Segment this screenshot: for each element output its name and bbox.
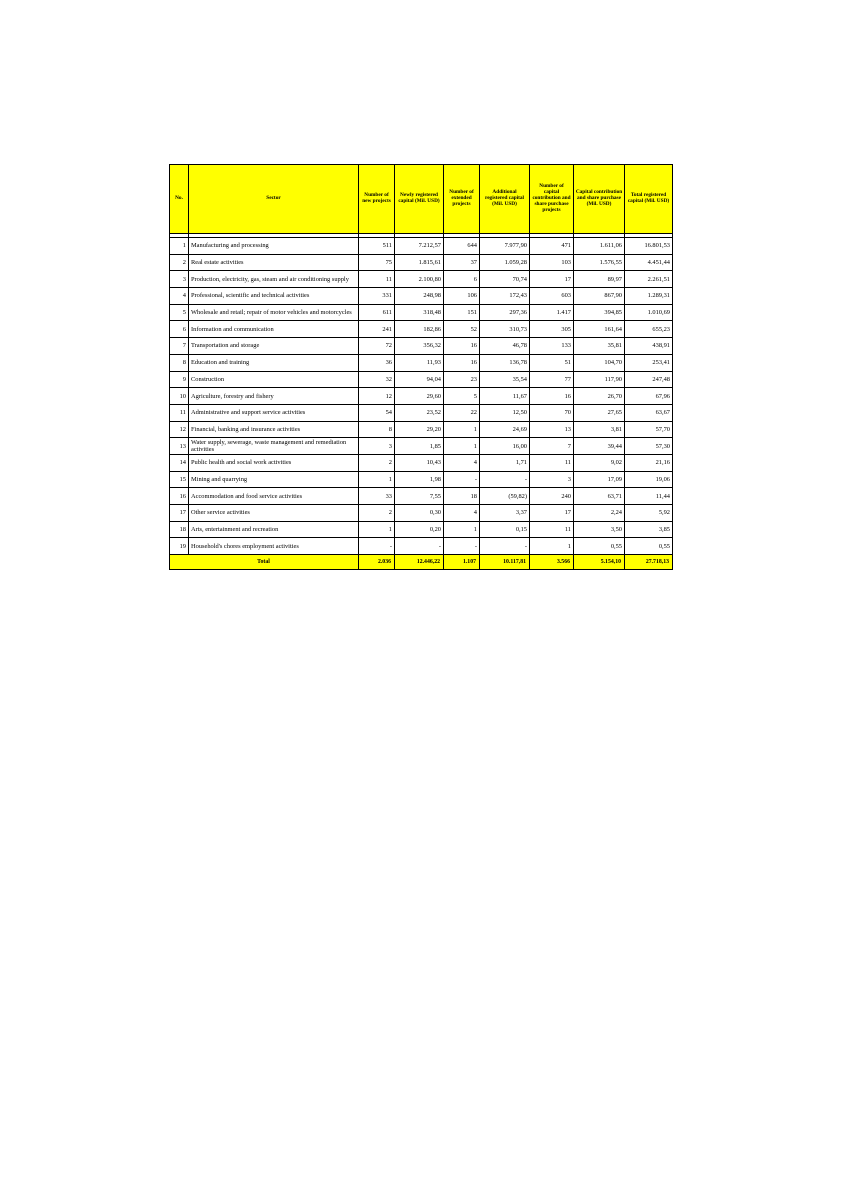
table-row <box>170 271 673 288</box>
cell-extended-projects: 16 <box>444 338 480 355</box>
cell-newly-registered-capital: 2.100,80 <box>395 271 444 288</box>
cell-new-projects: 331 <box>359 288 395 305</box>
cell-newly-registered-capital: 0,20 <box>395 521 444 538</box>
cell-extended-projects: 5 <box>444 388 480 405</box>
cell-additional-capital: 136,78 <box>480 354 530 371</box>
cell-share-purchase-capital: 394,85 <box>574 304 625 321</box>
cell-sector: Agriculture, forestry and fishery <box>189 388 359 405</box>
cell-sector: Education and training <box>189 354 359 371</box>
total-label: Total <box>170 555 359 570</box>
cell-additional-capital: 12,50 <box>480 404 530 421</box>
cell-new-projects: 611 <box>359 304 395 321</box>
cell-newly-registered-capital: - <box>395 538 444 555</box>
cell-share-purchase-capital: 3,50 <box>574 521 625 538</box>
cell-sector: Transportation and storage <box>189 338 359 355</box>
table-row <box>170 488 673 505</box>
cell-total-capital: 21,16 <box>625 454 673 471</box>
cell-no: 7 <box>170 338 189 355</box>
cell-new-projects: 3 <box>359 438 395 455</box>
cell-share-purchase-projects: 17 <box>530 505 574 522</box>
table-header-row <box>170 165 673 234</box>
cell-share-purchase-capital: 39,44 <box>574 438 625 455</box>
cell-share-purchase-capital: 867,90 <box>574 288 625 305</box>
cell-total-capital: 1.289,31 <box>625 288 673 305</box>
cell-share-purchase-capital: 2,24 <box>574 505 625 522</box>
cell-extended-projects: 1 <box>444 438 480 455</box>
cell-sector: Administrative and support service activities <box>189 404 359 421</box>
cell-share-purchase-capital: 161,64 <box>574 321 625 338</box>
cell-new-projects: 2 <box>359 454 395 471</box>
cell-sector: Professional, scientific and technical activities <box>189 288 359 305</box>
cell-additional-capital: - <box>480 471 530 488</box>
header-newly-registered-capital: Newly registered capital (Mil. USD) <box>395 165 444 234</box>
cell-newly-registered-capital: 11,93 <box>395 354 444 371</box>
cell-no: 6 <box>170 321 189 338</box>
cell-total-capital: 438,91 <box>625 338 673 355</box>
cell-no: 3 <box>170 271 189 288</box>
cell-additional-capital: - <box>480 538 530 555</box>
cell-new-projects: 36 <box>359 354 395 371</box>
cell-new-projects: 54 <box>359 404 395 421</box>
cell-newly-registered-capital: 23,52 <box>395 404 444 421</box>
cell-sector: Manufacturing and processing <box>189 238 359 255</box>
cell-total-capital: 0,55 <box>625 538 673 555</box>
table-row <box>170 421 673 438</box>
cell-extended-projects: 1 <box>444 421 480 438</box>
cell-extended-projects: 1 <box>444 521 480 538</box>
total-extended-projects: 1.107 <box>444 555 480 570</box>
cell-newly-registered-capital: 7,55 <box>395 488 444 505</box>
cell-additional-capital: 70,74 <box>480 271 530 288</box>
cell-newly-registered-capital: 94,04 <box>395 371 444 388</box>
cell-share-purchase-projects: 240 <box>530 488 574 505</box>
table-row <box>170 254 673 271</box>
cell-share-purchase-projects: 11 <box>530 521 574 538</box>
table-row <box>170 538 673 555</box>
cell-share-purchase-projects: 1.417 <box>530 304 574 321</box>
table-row <box>170 354 673 371</box>
cell-additional-capital: 46,78 <box>480 338 530 355</box>
cell-extended-projects: 151 <box>444 304 480 321</box>
header-share-purchase-capital: Capital contribution and share purchase (Mil. USD) <box>574 165 625 234</box>
cell-total-capital: 16.801,53 <box>625 238 673 255</box>
cell-extended-projects: 22 <box>444 404 480 421</box>
cell-total-capital: 2.261,51 <box>625 271 673 288</box>
cell-newly-registered-capital: 0,30 <box>395 505 444 522</box>
cell-share-purchase-capital: 104,70 <box>574 354 625 371</box>
cell-newly-registered-capital: 1.815,61 <box>395 254 444 271</box>
cell-share-purchase-projects: 133 <box>530 338 574 355</box>
cell-new-projects: 12 <box>359 388 395 405</box>
total-new-projects: 2.036 <box>359 555 395 570</box>
table-row <box>170 304 673 321</box>
total-newly-registered-capital: 12.446,22 <box>395 555 444 570</box>
cell-no: 10 <box>170 388 189 405</box>
cell-new-projects: 1 <box>359 521 395 538</box>
cell-share-purchase-capital: 3,81 <box>574 421 625 438</box>
cell-share-purchase-projects: 1 <box>530 538 574 555</box>
cell-newly-registered-capital: 29,20 <box>395 421 444 438</box>
cell-additional-capital: 1.059,28 <box>480 254 530 271</box>
table-row <box>170 288 673 305</box>
table-row <box>170 454 673 471</box>
header-sector: Sector <box>189 165 359 234</box>
cell-no: 17 <box>170 505 189 522</box>
cell-no: 16 <box>170 488 189 505</box>
cell-extended-projects: - <box>444 471 480 488</box>
cell-extended-projects: 37 <box>444 254 480 271</box>
cell-share-purchase-projects: 13 <box>530 421 574 438</box>
cell-extended-projects: 4 <box>444 505 480 522</box>
cell-new-projects: 75 <box>359 254 395 271</box>
cell-additional-capital: 7.977,90 <box>480 238 530 255</box>
table-row <box>170 321 673 338</box>
cell-sector: Public health and social work activities <box>189 454 359 471</box>
cell-new-projects: 11 <box>359 271 395 288</box>
cell-share-purchase-capital: 0,55 <box>574 538 625 555</box>
cell-total-capital: 253,41 <box>625 354 673 371</box>
cell-total-capital: 655,23 <box>625 321 673 338</box>
cell-extended-projects: 4 <box>444 454 480 471</box>
cell-no: 5 <box>170 304 189 321</box>
cell-sector: Wholesale and retail; repair of motor vehicles and motorcycles <box>189 304 359 321</box>
total-additional-capital: 10.117,81 <box>480 555 530 570</box>
cell-share-purchase-projects: 3 <box>530 471 574 488</box>
cell-newly-registered-capital: 318,48 <box>395 304 444 321</box>
cell-new-projects: 32 <box>359 371 395 388</box>
cell-total-capital: 247,48 <box>625 371 673 388</box>
cell-extended-projects: 16 <box>444 354 480 371</box>
cell-total-capital: 63,67 <box>625 404 673 421</box>
header-new-projects: Number of new projects <box>359 165 395 234</box>
cell-no: 9 <box>170 371 189 388</box>
cell-share-purchase-projects: 11 <box>530 454 574 471</box>
cell-sector: Mining and quarrying <box>189 471 359 488</box>
total-share-purchase-capital: 5.154,10 <box>574 555 625 570</box>
cell-additional-capital: 1,71 <box>480 454 530 471</box>
cell-total-capital: 57,70 <box>625 421 673 438</box>
cell-new-projects: 511 <box>359 238 395 255</box>
cell-additional-capital: 11,67 <box>480 388 530 405</box>
total-share-purchase-projects: 3.566 <box>530 555 574 570</box>
cell-share-purchase-capital: 26,70 <box>574 388 625 405</box>
cell-share-purchase-projects: 51 <box>530 354 574 371</box>
cell-total-capital: 67,96 <box>625 388 673 405</box>
header-extended-projects: Number of extended projects <box>444 165 480 234</box>
cell-no: 15 <box>170 471 189 488</box>
cell-sector: Real estate activities <box>189 254 359 271</box>
cell-additional-capital: 24,69 <box>480 421 530 438</box>
cell-new-projects: - <box>359 538 395 555</box>
cell-sector: Water supply, sewerage, waste management and remediation activities <box>189 438 359 455</box>
cell-total-capital: 1.010,69 <box>625 304 673 321</box>
cell-extended-projects: - <box>444 538 480 555</box>
cell-sector: Other service activities <box>189 505 359 522</box>
cell-total-capital: 3,85 <box>625 521 673 538</box>
table-row <box>170 505 673 522</box>
table-row <box>170 238 673 255</box>
cell-total-capital: 5,92 <box>625 505 673 522</box>
cell-no: 1 <box>170 238 189 255</box>
cell-share-purchase-capital: 9,02 <box>574 454 625 471</box>
cell-additional-capital: 3,37 <box>480 505 530 522</box>
cell-additional-capital: 16,00 <box>480 438 530 455</box>
cell-share-purchase-capital: 89,97 <box>574 271 625 288</box>
cell-sector: Household's chores employment activities <box>189 538 359 555</box>
cell-no: 18 <box>170 521 189 538</box>
cell-new-projects: 1 <box>359 471 395 488</box>
cell-total-capital: 4.451,44 <box>625 254 673 271</box>
cell-additional-capital: 310,73 <box>480 321 530 338</box>
header-share-purchase-projects: Number of capital contribution and share purchase projects <box>530 165 574 234</box>
cell-sector: Production, electricity, gas, steam and air conditioning supply <box>189 271 359 288</box>
cell-total-capital: 19,06 <box>625 471 673 488</box>
cell-share-purchase-capital: 1.576,55 <box>574 254 625 271</box>
cell-share-purchase-capital: 35,81 <box>574 338 625 355</box>
cell-no: 14 <box>170 454 189 471</box>
header-no: No. <box>170 165 189 234</box>
cell-no: 19 <box>170 538 189 555</box>
cell-newly-registered-capital: 7.212,57 <box>395 238 444 255</box>
cell-share-purchase-projects: 603 <box>530 288 574 305</box>
cell-share-purchase-projects: 471 <box>530 238 574 255</box>
header-total-capital: Total registered capital (Mil. USD) <box>625 165 673 234</box>
cell-extended-projects: 644 <box>444 238 480 255</box>
table-row <box>170 471 673 488</box>
cell-additional-capital: (59,82) <box>480 488 530 505</box>
cell-no: 12 <box>170 421 189 438</box>
cell-share-purchase-capital: 17,09 <box>574 471 625 488</box>
cell-share-purchase-capital: 117,90 <box>574 371 625 388</box>
cell-new-projects: 33 <box>359 488 395 505</box>
cell-no: 11 <box>170 404 189 421</box>
cell-sector: Accommodation and food service activities <box>189 488 359 505</box>
cell-share-purchase-projects: 305 <box>530 321 574 338</box>
total-capital: 27.718,13 <box>625 555 673 570</box>
cell-new-projects: 8 <box>359 421 395 438</box>
cell-no: 2 <box>170 254 189 271</box>
cell-share-purchase-projects: 77 <box>530 371 574 388</box>
cell-share-purchase-projects: 7 <box>530 438 574 455</box>
table-row <box>170 338 673 355</box>
cell-extended-projects: 23 <box>444 371 480 388</box>
cell-newly-registered-capital: 1,98 <box>395 471 444 488</box>
cell-no: 8 <box>170 354 189 371</box>
cell-share-purchase-capital: 27,65 <box>574 404 625 421</box>
cell-no: 4 <box>170 288 189 305</box>
cell-new-projects: 241 <box>359 321 395 338</box>
cell-newly-registered-capital: 356,32 <box>395 338 444 355</box>
cell-sector: Arts, entertainment and recreation <box>189 521 359 538</box>
cell-share-purchase-capital: 63,71 <box>574 488 625 505</box>
cell-share-purchase-projects: 103 <box>530 254 574 271</box>
fdi-by-sector-table <box>169 164 673 570</box>
cell-sector: Construction <box>189 371 359 388</box>
cell-total-capital: 11,44 <box>625 488 673 505</box>
cell-share-purchase-capital: 1.611,06 <box>574 238 625 255</box>
cell-newly-registered-capital: 10,43 <box>395 454 444 471</box>
cell-newly-registered-capital: 248,98 <box>395 288 444 305</box>
cell-extended-projects: 18 <box>444 488 480 505</box>
cell-share-purchase-projects: 16 <box>530 388 574 405</box>
cell-additional-capital: 172,43 <box>480 288 530 305</box>
cell-extended-projects: 52 <box>444 321 480 338</box>
cell-no: 13 <box>170 438 189 455</box>
table-row <box>170 371 673 388</box>
table-total-row <box>170 555 673 570</box>
cell-newly-registered-capital: 1,85 <box>395 438 444 455</box>
table-row <box>170 521 673 538</box>
cell-new-projects: 2 <box>359 505 395 522</box>
table-row <box>170 438 673 455</box>
table-body <box>170 234 673 555</box>
cell-sector: Financial, banking and insurance activities <box>189 421 359 438</box>
cell-extended-projects: 106 <box>444 288 480 305</box>
cell-new-projects: 72 <box>359 338 395 355</box>
cell-share-purchase-projects: 70 <box>530 404 574 421</box>
cell-total-capital: 57,30 <box>625 438 673 455</box>
cell-share-purchase-projects: 17 <box>530 271 574 288</box>
cell-newly-registered-capital: 182,86 <box>395 321 444 338</box>
cell-newly-registered-capital: 29,60 <box>395 388 444 405</box>
header-additional-capital: Additional registered capital (Mil. USD) <box>480 165 530 234</box>
cell-additional-capital: 0,15 <box>480 521 530 538</box>
table-row <box>170 404 673 421</box>
table-row <box>170 388 673 405</box>
cell-sector: Information and communication <box>189 321 359 338</box>
cell-additional-capital: 35,54 <box>480 371 530 388</box>
cell-extended-projects: 6 <box>444 271 480 288</box>
cell-additional-capital: 297,36 <box>480 304 530 321</box>
